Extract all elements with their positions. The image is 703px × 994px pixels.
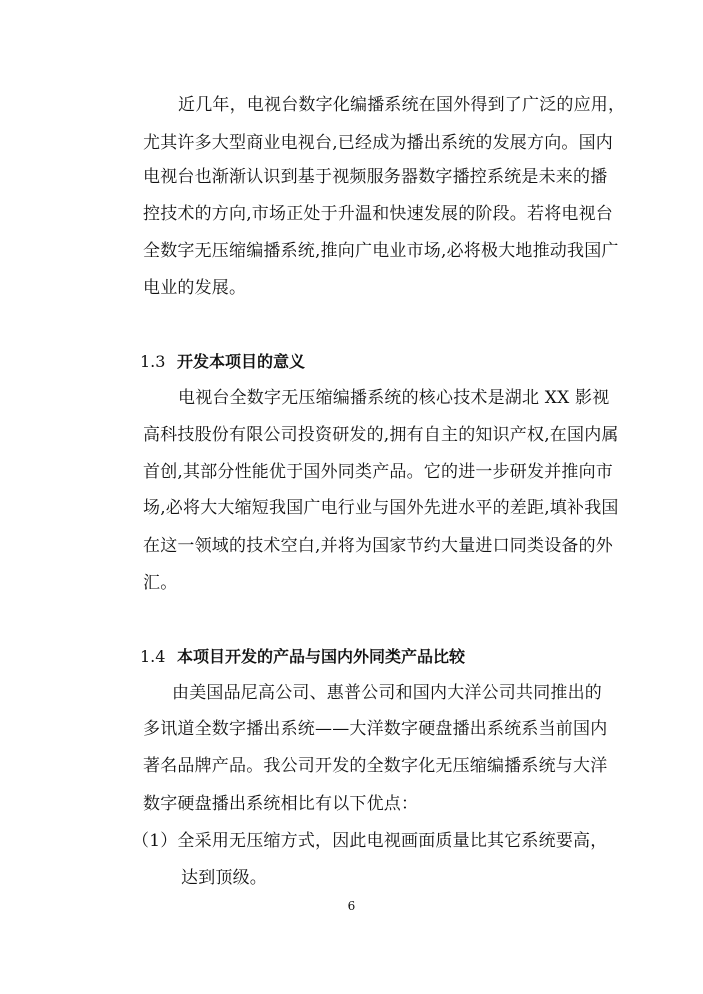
section-1-3-line-5: 在这一领域的技术空白,并将为国家节约大量进口同类设备的外 — [143, 536, 614, 556]
section-1-3-line-1: 电视台全数字无压缩编播系统的核心技术是湖北 XX 影视 — [178, 388, 610, 408]
section-1-4-heading — [140, 645, 465, 669]
section-1-4-line-5: （1）全采用无压缩方式，因此电视画面质量比其它系统要高， — [132, 831, 608, 851]
section-1-4-line-3: 著名品牌产品。我公司开发的全数字化无压缩编播系统与大洋 — [143, 756, 608, 776]
section-number: 1.4 — [140, 647, 166, 666]
section-1-3-line-4: 场,必将大大缩短我国广电行业与国外先进水平的差距,填补我国 — [143, 498, 619, 518]
section-1-3-line-3: 首创,其部分性能优于国外同类产品。它的进一步研发并推向市 — [143, 462, 614, 482]
section-1-4-line-1: 由美国品尼高公司、惠普公司和国内大洋公司共同推出的 — [172, 683, 602, 703]
paragraph-1-line-6: 电业的发展。 — [143, 278, 247, 298]
section-1-4-line-4: 数字硬盘播出系统相比有以下优点： — [143, 794, 419, 814]
section-1-4-line-6: 达到顶级。 — [181, 868, 267, 888]
section-title: 开发本项目的意义 — [177, 352, 306, 371]
paragraph-1-line-1: 近几年，电视台数字化编播系统在国外得到了广泛的应用， — [178, 95, 626, 115]
section-1-4-line-2: 多讯道全数字播出系统——大洋数字硬盘播出系统系当前国内 — [143, 719, 608, 739]
section-1-3-line-2: 高科技股份有限公司投资研发的,拥有自主的知识产权,在国内属 — [143, 425, 619, 445]
section-title: 本项目开发的产品与国内外同类产品比较 — [177, 647, 466, 666]
section-1-3-heading — [140, 350, 305, 374]
section-number: 1.3 — [140, 352, 166, 371]
paragraph-1-line-3: 电视台也渐渐认识到基于视频服务器数字播控系统是未来的播 — [143, 167, 608, 187]
paragraph-1-line-2: 尤其许多大型商业电视台,已经成为播出系统的发展方向。国内 — [143, 133, 614, 153]
paragraph-1-line-5: 全数字无压缩编播系统,推向广电业市场,必将极大地推动我国广 — [143, 241, 619, 261]
paragraph-1-line-4: 控技术的方向,市场正处于升温和快速发展的阶段。若将电视台 — [143, 204, 614, 224]
section-1-3-line-6: 汇。 — [143, 573, 178, 593]
page-number: 6 — [347, 899, 356, 913]
